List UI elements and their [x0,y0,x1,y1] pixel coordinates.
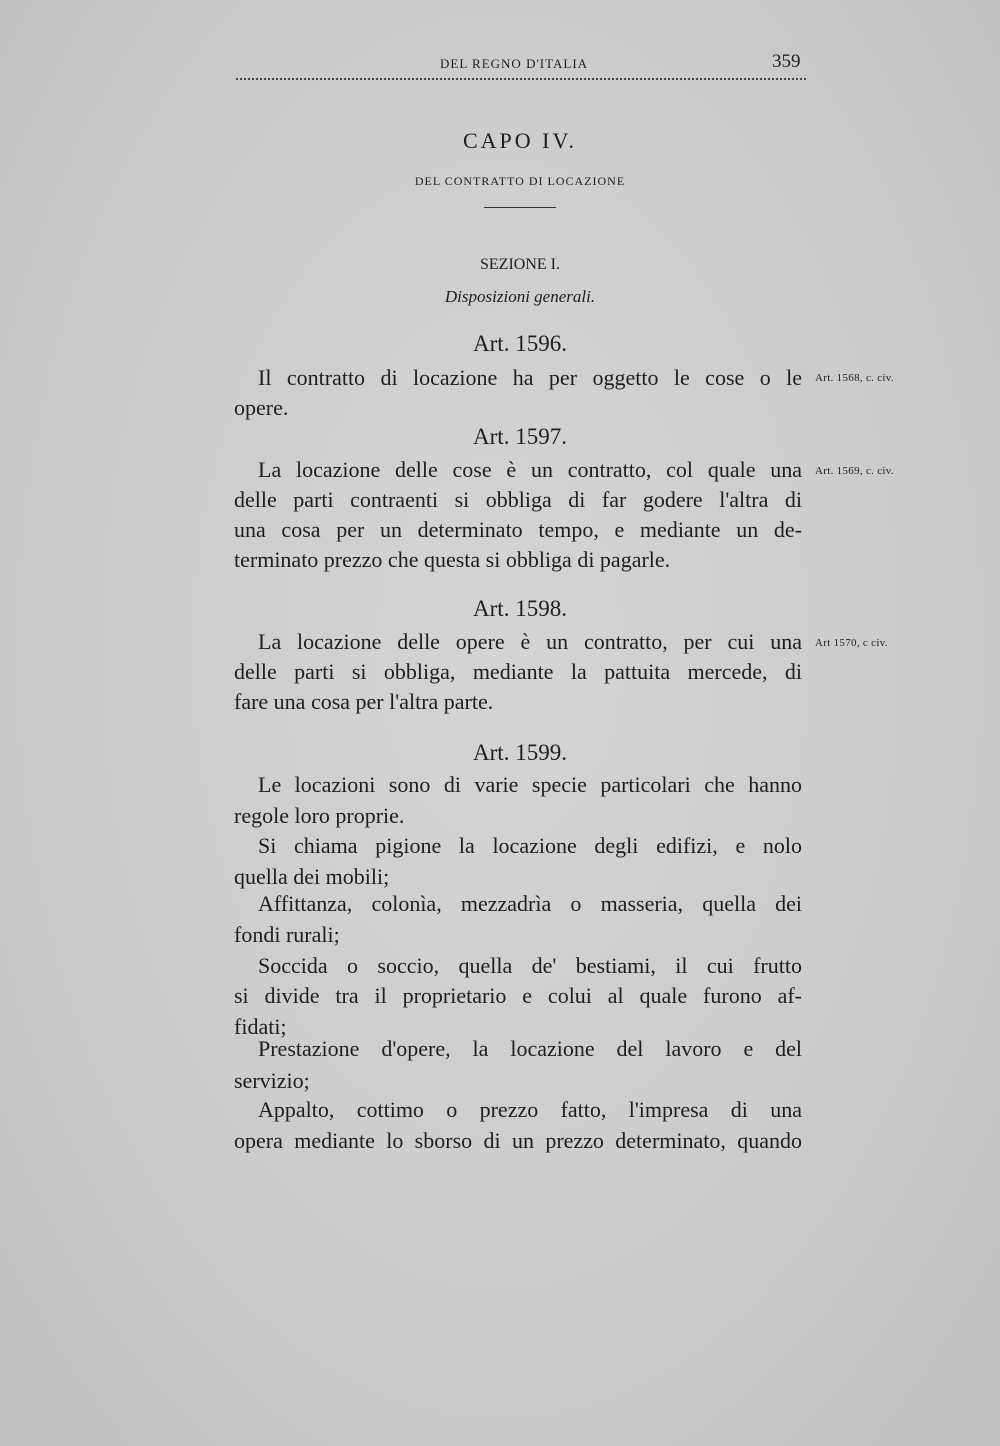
article-heading-1596: Art. 1596. [473,331,567,356]
section-subtitle: Disposizioni generali. [444,287,596,306]
margin-note-1596: Art. 1568, c. civ. [815,372,894,384]
header-rule [236,78,806,80]
article-1599-line: Prestazione d'opere, la locazione del lavoro e del [258,1036,802,1061]
article-1597-line: terminato prezzo che questa si obbliga di pagarle. [234,547,671,572]
margin-note-1598: Art 1570, c civ. [815,637,888,649]
article-1599-line: Affittanza, colonìa, mezzadrìa o masseria, quella dei [258,891,802,916]
article-1599-line: opera mediante lo sborso di un prezzo determinato, quando [234,1128,802,1153]
article-1597-line: La locazione delle cose è un contratto, col quale una [258,457,802,482]
article-1599-line: fidati; [234,1014,287,1039]
article-heading-1597: Art. 1597. [473,424,567,449]
article-1597-line: delle parti contraenti si obbliga di far godere l'altra di [234,487,802,512]
page-number: 359 [772,51,801,72]
article-1598-line: fare una cosa per l'altra parte. [234,689,494,714]
article-1599-line: Si chiama pigione la locazione degli edifizi, e nolo [258,833,802,858]
article-1599-line: quella dei mobili; [234,864,390,889]
running-title: DEL REGNO D'ITALIA [440,56,589,71]
section-title: SEZIONE I. [480,256,560,273]
chapter-subtitle: DEL CONTRATTO DI LOCAZIONE [414,174,626,188]
article-1597-line: una cosa per un determinato tempo, e mediante un de- [234,517,802,542]
article-1596-line: opere. [234,395,289,420]
article-heading-1599: Art. 1599. [473,740,567,765]
article-1599-line: fondi rurali; [234,922,340,947]
article-1599-line: Appalto, cottimo o prezzo fatto, l'impresa di una [258,1097,802,1122]
article-1596-line: Il contratto di locazione ha per oggetto le cose o le [258,365,802,390]
article-1598-line: La locazione delle opere è un contratto, per cui una [258,629,802,654]
article-1598-line: delle parti si obbliga, mediante la pattuita mercede, di [234,659,802,684]
section-divider [484,207,556,208]
article-heading-1598: Art. 1598. [473,596,567,621]
article-1599-line: servizio; [234,1068,310,1093]
article-1599-line: si divide tra il proprietario e colui al quale furono af- [234,983,802,1008]
article-1599-line: Le locazioni sono di varie specie particolari che hanno [258,772,802,797]
margin-note-1597: Art. 1569, c. civ. [815,465,894,477]
article-1599-line: regole loro proprie. [234,803,405,828]
chapter-title: CAPO IV. [462,128,578,153]
article-1599-line: Soccida o soccio, quella de' bestiami, il cui frutto [258,953,802,978]
